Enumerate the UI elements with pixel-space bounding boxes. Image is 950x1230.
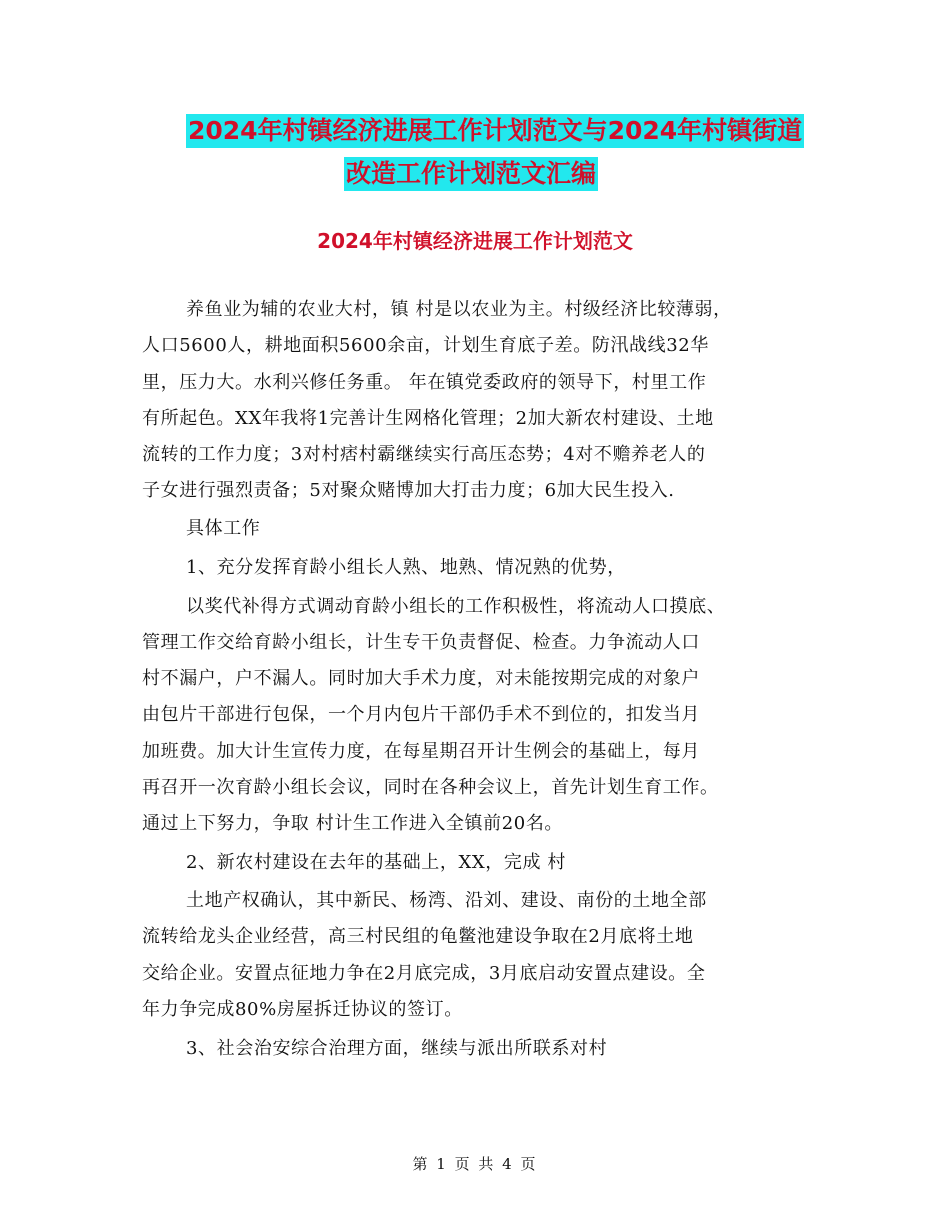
body-line: 年力争完成80%房屋拆迁协议的签订。: [142, 999, 463, 1020]
body-line: 交给企业。安置点征地力争在2月底完成，3月底启动安置点建设。全: [142, 963, 706, 984]
document-title-line-1: 2024年村镇经济进展工作计划范文与2024年村镇街道: [186, 114, 804, 148]
body-line: 通过上下努力，争取 村计生工作进入全镇前20名。: [142, 813, 564, 834]
body-line: 养鱼业为辅的农业大村，镇 村是以农业为主。村级经济比较薄弱，: [186, 299, 732, 320]
body-line: 加班费。加大计生宣传力度，在每星期召开计生例会的基础上，每月: [142, 741, 700, 762]
body-line: 里，压力大。水利兴修任务重。 年在镇党委政府的领导下，村里工作: [142, 372, 707, 393]
body-line: 以奖代补得方式调动育龄小组长的工作积极性，将流动人口摸底、: [186, 596, 726, 617]
body-line: 具体工作: [186, 518, 261, 539]
body-line: 再召开一次育龄小组长会议，同时在各种会议上，首先计划生育工作。: [142, 777, 719, 798]
body-line: 人口5600人，耕地面积5600余亩，计划生育底子差。防汛战线32华: [142, 335, 709, 356]
body-line: 管理工作交给育龄小组长，计生专干负责督促、检查。力争流动人口: [142, 632, 700, 653]
body-line: 1、充分发挥育龄小组长人熟、地熟、情况熟的优势，: [186, 557, 626, 578]
body-line: 2、新农村建设在去年的基础上，XX，完成 村: [186, 852, 567, 873]
body-line: 村不漏户，户不漏人。同时加大手术力度，对未能按期完成的对象户: [142, 668, 700, 689]
body-line: 由包片干部进行包保，一个月内包片干部仍手术不到位的，扣发当月: [142, 704, 700, 725]
body-line: 有所起色。XX年我将1完善计生网格化管理；2加大新农村建设、土地: [142, 408, 714, 429]
body-line: 子女进行强烈责备；5对聚众赌博加大打击力度；6加大民生投入.: [142, 480, 675, 501]
body-line: 流转给龙头企业经营，高三村民组的龟鳖池建设争取在2月底将土地: [142, 926, 694, 947]
body-line: 土地产权确认，其中新民、杨湾、沿刘、建设、南份的土地全部: [186, 890, 707, 911]
page-number-footer: 第 1 页 共 4 页: [412, 1155, 538, 1173]
document-title-line-2: 改造工作计划范文汇编: [344, 157, 598, 191]
section-heading: 2024年村镇经济进展工作计划范文: [317, 229, 633, 253]
body-line: 流转的工作力度；3对村痞村霸继续实行高压态势；4对不赡养老人的: [142, 444, 706, 465]
body-line: 3、社会治安综合治理方面，继续与派出所联系对村: [186, 1038, 608, 1059]
